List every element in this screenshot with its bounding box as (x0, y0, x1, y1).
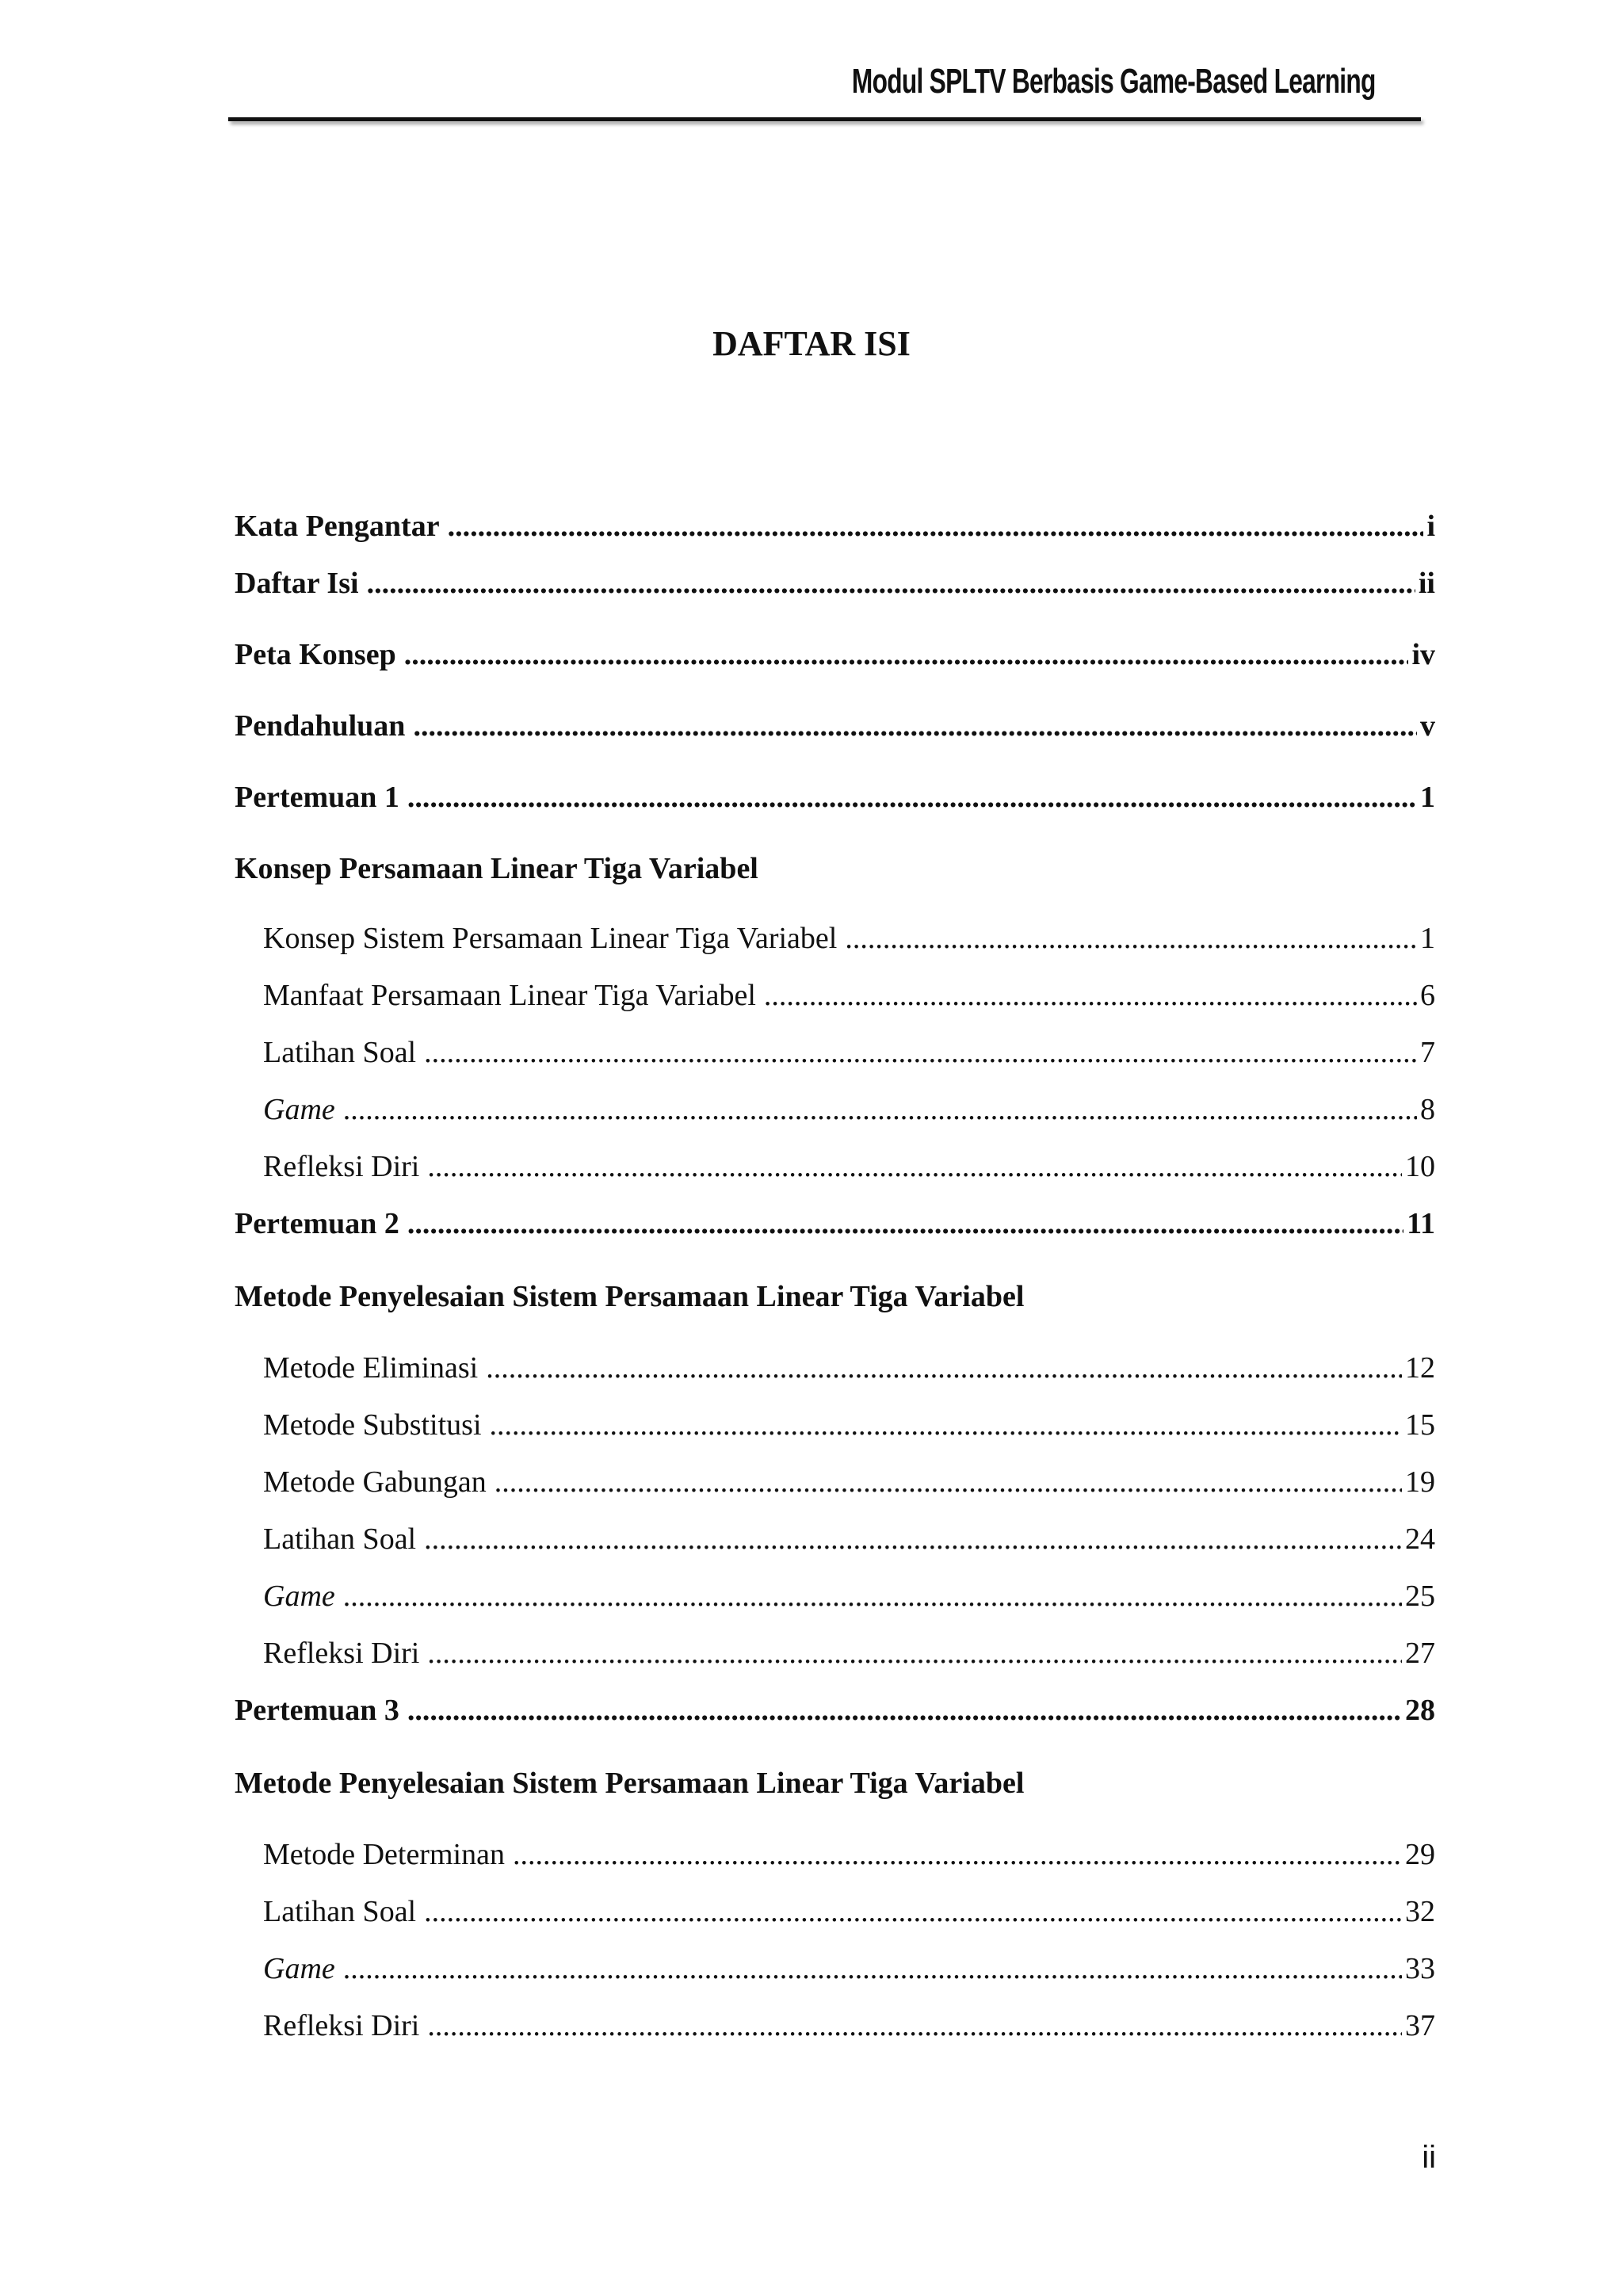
toc-entry-page: 1 (1420, 781, 1435, 814)
toc-leader-dots (845, 919, 1417, 957)
toc-entry-page: 6 (1420, 979, 1435, 1012)
toc-entry-label: Konsep Sistem Persamaan Linear Tiga Variabel (263, 922, 838, 955)
toc-entry (235, 1634, 1435, 1672)
header-rule (228, 117, 1421, 121)
toc-entry-page: 15 (1405, 1408, 1435, 1442)
toc-entry-page: 7 (1420, 1036, 1435, 1069)
toc-leader-dots (343, 1950, 1402, 1988)
toc-leader-dots (486, 1349, 1402, 1387)
toc-entry-label: Peta Konsep (235, 638, 396, 671)
toc-leader-dots (764, 976, 1417, 1014)
toc-leader-dots (490, 1406, 1402, 1444)
toc-entry (235, 778, 1435, 816)
toc-entry-label: Pertemuan 2 (235, 1207, 399, 1240)
running-header: Modul SPLTV Berbasis Game-Based Learning (852, 62, 1376, 101)
toc-entry-page: 27 (1405, 1637, 1435, 1670)
toc-entry (235, 1205, 1435, 1243)
toc-entry-label: Pertemuan 3 (235, 1694, 399, 1727)
toc-leader-dots (407, 1205, 1403, 1243)
toc-entry-page: i (1426, 510, 1435, 543)
page-title: DAFTAR ISI (712, 324, 911, 363)
toc-entry (235, 1893, 1435, 1931)
toc-entry (235, 1577, 1435, 1615)
toc-entry-label: Konsep Persamaan Linear Tiga Variabel (235, 852, 758, 885)
toc-entry-label: Game (263, 1952, 335, 1985)
toc-entry-label: Pendahuluan (235, 709, 406, 743)
toc-entry-label: Kata Pengantar (235, 510, 440, 543)
toc-entry (235, 2007, 1435, 2045)
toc-leader-dots (413, 707, 1417, 745)
toc-leader-dots (343, 1577, 1402, 1615)
toc-leader-dots (367, 564, 1415, 602)
toc-entry-page: 12 (1405, 1351, 1435, 1385)
toc-leader-dots (513, 1836, 1402, 1874)
toc-entry-page: 24 (1405, 1522, 1435, 1556)
toc-leader-dots (424, 1520, 1402, 1558)
toc-entry-page: 8 (1420, 1093, 1435, 1126)
toc-entry (235, 850, 1435, 888)
toc-leader-dots (343, 1091, 1417, 1129)
toc-leader-dots (427, 1148, 1402, 1186)
toc-entry-label: Daftar Isi (235, 567, 359, 600)
toc-entry (235, 1764, 1435, 1802)
toc-entry (235, 976, 1435, 1014)
toc-entry-label: Manfaat Persamaan Linear Tiga Variabel (263, 979, 756, 1012)
toc-entry-page: 19 (1405, 1465, 1435, 1499)
toc-entry (235, 1406, 1435, 1444)
toc-leader-dots (424, 1033, 1417, 1072)
toc-entry-label: Metode Penyelesaian Sistem Persamaan Linear Tiga Variabel (235, 1767, 1025, 1800)
toc-leader-dots (404, 636, 1409, 674)
toc-entry-label: Metode Gabungan (263, 1465, 487, 1499)
toc-entry-label: Game (263, 1580, 335, 1613)
toc-entry-label: Latihan Soal (263, 1895, 417, 1928)
toc-entry-label: Metode Determinan (263, 1838, 505, 1871)
toc-leader-dots (427, 2007, 1402, 2045)
toc-entry-label: Latihan Soal (263, 1036, 417, 1069)
toc-entry-label: Metode Eliminasi (263, 1351, 479, 1385)
toc-leader-dots (495, 1463, 1402, 1501)
toc-entry (235, 1520, 1435, 1558)
toc-entry-label: Game (263, 1093, 335, 1126)
toc-entry-page: 1 (1420, 922, 1435, 955)
toc-entry-page: 29 (1405, 1838, 1435, 1871)
toc-entry-label: Refleksi Diri (263, 1150, 420, 1183)
toc-entry-label: Refleksi Diri (263, 2009, 420, 2042)
toc-entry-page: 37 (1405, 2009, 1435, 2042)
toc-entry (235, 1148, 1435, 1186)
toc-leader-dots (427, 1634, 1402, 1672)
toc-entry-page: iv (1411, 638, 1435, 671)
toc-entry-page: 33 (1405, 1952, 1435, 1985)
toc-entry-label: Metode Penyelesaian Sistem Persamaan Linear Tiga Variabel (235, 1280, 1025, 1313)
toc-entry-page: 28 (1405, 1694, 1435, 1727)
toc-entry-label: Metode Substitusi (263, 1408, 482, 1442)
toc-entry (235, 1463, 1435, 1501)
toc-entry-page: 25 (1405, 1580, 1435, 1613)
toc-leader-dots (424, 1893, 1402, 1931)
toc-entry-label: Pertemuan 1 (235, 781, 399, 814)
toc-entry-page: 32 (1405, 1895, 1435, 1928)
toc-entry (235, 1033, 1435, 1072)
toc-entry (235, 1349, 1435, 1387)
toc-leader-dots (448, 507, 1424, 545)
toc-entry-label: Latihan Soal (263, 1522, 417, 1556)
toc-entry (235, 1091, 1435, 1129)
toc-entry-page: v (1420, 709, 1435, 743)
toc-entry (235, 564, 1435, 602)
toc-entry-label: Refleksi Diri (263, 1637, 420, 1670)
toc-entry-page: ii (1418, 567, 1435, 600)
toc-entry (235, 1278, 1435, 1316)
page-number: ii (1422, 2140, 1436, 2175)
toc-entry (235, 919, 1435, 957)
toc-entry (235, 507, 1435, 545)
toc-entry-page: 11 (1407, 1207, 1435, 1240)
toc-entry (235, 1691, 1435, 1729)
toc-entry (235, 636, 1435, 674)
toc-entry (235, 707, 1435, 745)
toc-leader-dots (407, 1691, 1402, 1729)
toc-entry (235, 1950, 1435, 1988)
toc-leader-dots (407, 778, 1417, 816)
toc-entry (235, 1836, 1435, 1874)
toc-entry-page: 10 (1405, 1150, 1435, 1183)
